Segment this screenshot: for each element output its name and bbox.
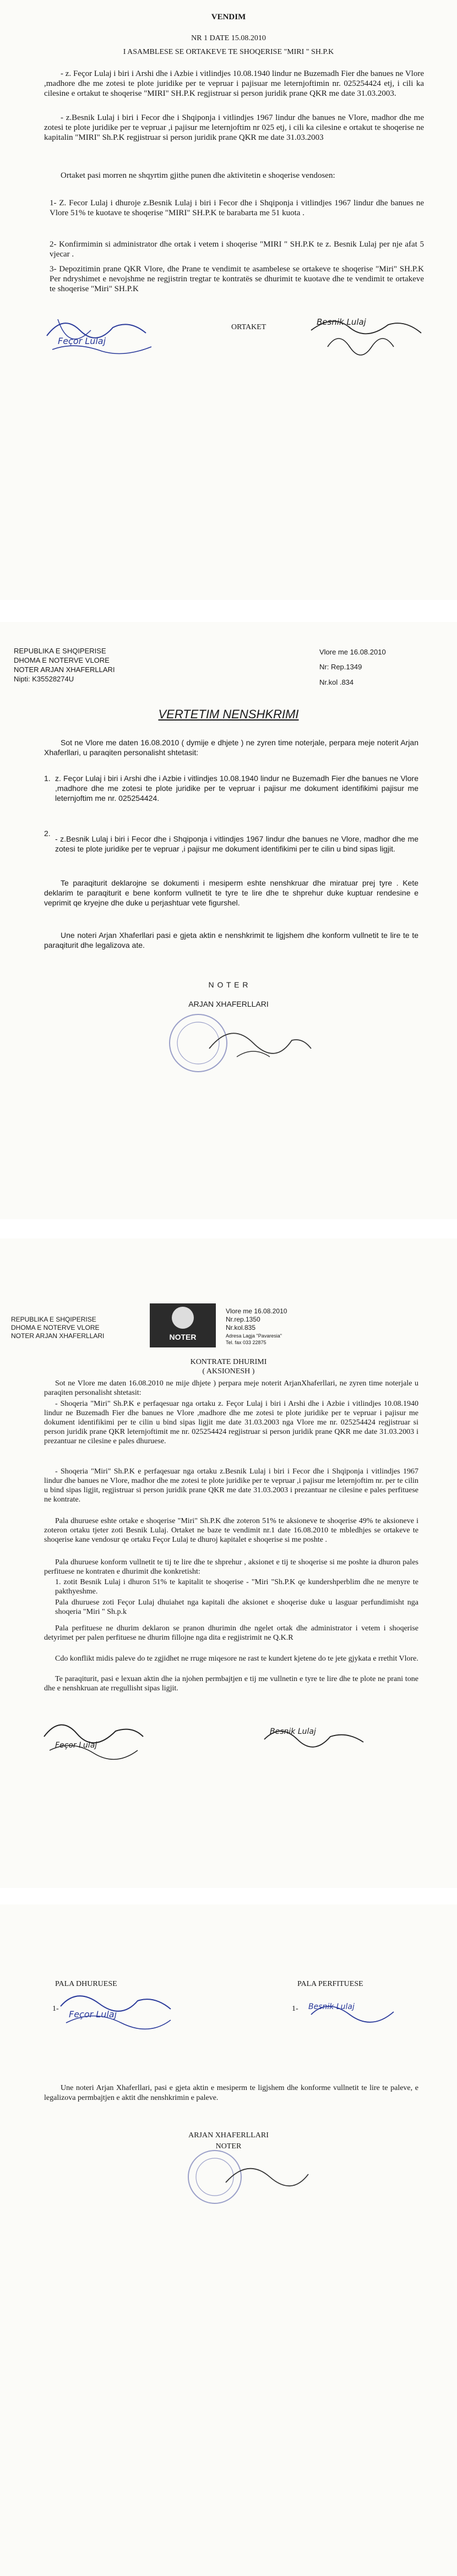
legalization-paragraph: Une noteri Arjan Xhaferllari pasi e gjeta aktin e nenshkrimit te ligjshem dhe konform vullnetit te lire te te paraqiturit dhe legalizova ate. (44, 931, 418, 949)
noter-logo (150, 1303, 216, 1347)
party-1-paragraph: - z. Feçor Lulaj i biri i Arshi dhe i Azbie i vitlindjes 10.08.1940 lindur ne Buzemadh Fier dhe banues ne Vlore ,madhore dhe me zotesi te plote juridike per te vepruar i pajisuar me leternjoftimin nr. 025254424 etj, i cili ka cilesine e ortakut te shoqerise "MIRI" SH.P.K regjistruar si person juridik prane QKR me date 31.03.2003. (44, 69, 424, 98)
party-2-paragraph: - z.Besnik Lulaj i biri i Fecor dhe i Shqiponja i vitlindjes 1967 lindur dhe banues ne Vlore, madhor dhe me zotesi te plote juridike per te vepruar ,i pajisur me leternjoftim nr 025 etj, i cili ka cilesine e ortakut te shoqerise ne kapitalin "MIRI" Sh.P.K regjistruar si person juridik prane QKR me date 31.03.2003 (44, 113, 424, 142)
signature-right (306, 308, 432, 369)
decision-title: I ASAMBLESE SE ORTAKEVE TE SHOQERISE "MIRI " SH.P.K (123, 48, 334, 56)
intro-paragraph: Sot ne Vlore me daten 16.08.2010 ( dymije e dhjete ) ne zyren time noterjale, perpara meje noterit Arjan Xhaferllari, u paraqiten personalisht shtetasit: (44, 738, 418, 757)
decision-item-1: 1- Z. Fecor Lulaj i dhuroje z.Besnik Lulaj i biri i Fecor dhe i Shqiponja i vitlindjes 1967 lindur dhe banues ne Vlore 51% te kuotave te shoqerise "MIRI" SH.P.K te barabarta me 51 kuota . (50, 199, 424, 217)
header-kol: Nr.kol .834 (319, 678, 354, 686)
header-kol: Nr.kol.835 (226, 1324, 256, 1331)
notary-label: NOTER (215, 2142, 242, 2151)
contract-donation: Pala dhuruese konform vullnetit te tij te lire dhe te shprehur , aksionet e tij te shoqerise si me poshte ia dhuron pales perfituese ne kontraten e dhurimit dhe konkretisht: (44, 1558, 418, 1576)
item-2: - z.Besnik Lulaj i biri i Fecor dhe i Shqiponja i vitlindjes 1967 lindur dhe banues ne Vlore, madhor dhe me zotesi te plote juridike per te vepruar ,i pajisur me dokument identifikimi per te cilin u bind sipas ligjit. (55, 834, 418, 853)
notary-name: ARJAN XHAFERLLARI (188, 2131, 269, 2140)
header-republic: REPUBLIKA E SHQIPERISE (11, 1316, 96, 1323)
contract-disputes: Cdo konflikt midis paleve do te zgjidhet ne rruge miqesore ne rast te kundert kjetene do te jete gjykata e rrethit Vlore. (55, 1655, 418, 1663)
page-signatures (0, 1904, 457, 2576)
page-vertetim (0, 622, 457, 1219)
signature-left-text: Feçor Lulaj (55, 1741, 97, 1750)
doc-title: VERTETIM NENSHKRIMI (158, 707, 299, 721)
signature-right-text: Besnik Lulaj (317, 317, 366, 327)
header-phone: Tel. fax 033 22875 (226, 1340, 266, 1345)
signature-left-text: Feçor Lulaj (58, 336, 106, 346)
closing-paragraph: Une noteri Arjan Xhaferllari, pasi e gjeta aktin e mesiperm te ligjshem dhe konforme vullnetit te lire te paleve, e legalizova permbajtjen e aktit dhe nenshkrimin e paleve. (44, 2084, 418, 2102)
signature-right-text: Besnik Lulaj (270, 1727, 316, 1736)
decision-intro: Ortaket pasi morren ne shqyrtim gjithe punen dhe aktivitetin e shoqerise vendosen: (61, 171, 335, 180)
notary-stamp-signature (165, 2147, 319, 2213)
header-chamber: DHOMA E NOTERVE VLORE (14, 656, 110, 664)
header-rep: Nr.rep.1350 (226, 1316, 260, 1323)
contract-title: KONTRATE DHURIMI (190, 1358, 267, 1366)
header-rep: Nr: Rep.1349 (319, 663, 362, 671)
noter-name: ARJAN XHAFERLLARI (188, 1000, 269, 1008)
declaration-paragraph: Te paraqiturit deklarojne se dokumenti i mesiperm eshte nenshkruar dhe miratuar prej tyre . Kete deklarim te paraqiturit e bene konform vullnetit te tyre te lire dhe te shprehur duke kuptuar rendesine e veprimit qe kryejne dhe duke u perjashtuar vete figurshel. (44, 878, 418, 907)
header-notary: NOTER ARJAN XHAFERLLARI (11, 1332, 105, 1340)
item-1: z. Feçor Lulaj i biri i Arshi dhe i Azbie i vitlindjes 10.08.1940 lindur ne Buzemadh Fier dhe banues ne Vlore ,madhore dhe me zotesi te plote juridike per te vepruar i pajisur me dokument identifikimi pajisur me leternjoftim me nr. 025254424. (55, 774, 418, 803)
header-republic: REPUBLIKA E SHQIPERISE (14, 647, 106, 655)
contract-reading: Te paraqiturit, pasi e lexuan aktin dhe ia njohen permbajtjen e tij me vullnetin e tyre te lire dhe te plote ne prani tone dhe e nenshkruan ate rregullisht sipas ligjit. (44, 1675, 418, 1693)
decision-item-2: 2- Konfirmimin si administrator dhe ortak i vetem i shoqerise "MIRI " SH.P.K te z. Besnik Lulaj per nje afat 5 vjecar . (50, 240, 424, 259)
decision-number: NR 1 DATE 15.08.2010 (191, 34, 266, 42)
beneficiary-number: 1- (292, 2005, 298, 2013)
page-vendim (0, 0, 457, 600)
contract-donor: - Shoqeria "Miri" Sh.P.K e perfaqesuar nga ortaku z. Feçor Lulaj i biri i Arshi dhe i Azbie i vitlindjes 10.08.1940 lindur ne Buzemadh Fier dhe banues ne Vlore ,madhore dhe me zotesi te plote juridike per te vepruar i pajisur me dokument identifikimi per te cilin u bind sipas ligjit me date 31.03.2003 nga Vlore me nr. 025254424 regjistruar si person juridik prane QKR leternjoftimit me nr. 025254424 regjistruar si person juridik prane QKR me date 31.03.2003 i prezantuar ne cilesine e pales dhuruese. (44, 1400, 418, 1445)
signature-left (39, 1709, 149, 1764)
decision-item-3: 3- Depozitimin prane QKR Vlore, dhe Prane te vendimit te asambelese se ortakeve te shoqerise "Miri" SH.P.K Per ndryshimet e nevojshme ne regjistrin tregtar te kontratës se dhurimit te kuotave dhe te vendimit te ortakeve te shoqerise "Miri" SH.P.K (50, 265, 424, 293)
beneficiary-label: PALA PERFITUESE (297, 1980, 363, 1988)
contract-subtitle: ( AKSIONESH ) (202, 1367, 255, 1376)
header-date: Vlore me 16.08.2010 (226, 1307, 287, 1315)
contract-beneficiary: - Shoqeria "Miri" Sh.P.K e perfaqesuar nga ortaku z.Besnik Lulaj i biri i Fecor dhe i Shqiponja i vitlindjes 1967 lindur dhe banues ne Vlore, madhor dhe me zotesi te plote juridike per te vepruar ,i pajisur me leternjoftim nr. per te cilin u bind sipas ligjit, regjistruar si person juridik prane QKR me date 31.03.2003 i prezantuar ne cilesine e pales perfituese ne kontrate. (44, 1467, 418, 1504)
donor-number: 1- (52, 2005, 59, 2013)
contract-list-1: 1. zotit Besnik Lulaj i dhuron 51% te kapitalit te shoqerise - "Miri "Sh.P.K qe kundershperblim dhe ne menyre te pakthyeshme. (55, 1578, 418, 1596)
ortaket-label: ORTAKET (231, 323, 266, 331)
logo-text: NOTER (169, 1333, 197, 1341)
contract-ownership: Pala dhuruese eshte ortake e shoqerise "Miri" Sh.P.K dhe zoteron 51% te aksioneve te shoqerise 49% te aksioneve i zoteron ortaku tjeter zoti Besnik Lulaj. Ortaket ne baze te vendimit nr.1 date 16.08.2010 te mbledhjes se ortakeve te shoqerise kane vendosur qe ortaku Feçor Lulaj te dhuroj kapitalet e shoqerise si me poshte . (44, 1517, 418, 1544)
contract-list-2: Pala dhuruese zoti Feçor Lulaj dhuiahet nga kapitali dhe aksionet e shoqerise duke u lasguar perfundimisht nga shoqeria "Miri " Sh.p.k (55, 1598, 418, 1616)
notary-stamp-signature (143, 1010, 319, 1076)
beneficiary-signature-text: Besnik Lulaj (308, 2002, 355, 2011)
signature-right (259, 1717, 369, 1761)
header-date: Vlore me 16.08.2010 (319, 648, 386, 656)
header-notary: NOTER ARJAN XHAFERLLARI (14, 665, 115, 674)
signature-left (41, 303, 168, 363)
header-nipt: Nipti: K35528274U (14, 675, 74, 683)
contract-intro: Sot ne Vlore me daten 16.08.2010 ne mije dhjete ) perpara meje noterit ArjanXhaferllari, ne zyren time noterjale u paraqiten personalisht shtetasit: (44, 1379, 418, 1397)
donor-label: PALA DHURUESE (55, 1980, 117, 1988)
beneficiary-signature (306, 1993, 416, 2037)
doc-heading: VENDIM (211, 13, 246, 21)
emblem-icon (172, 1307, 194, 1329)
contract-acceptance: Pala perfituese ne dhurim deklaron se pranon dhurimin dhe ngelet ortak dhe administrator i vetem i shoqerise detyrimet per palen perfituese ne dhurim fillojne nga dita e regjistrimit ne Q.K.R (44, 1624, 418, 1642)
donor-signature (55, 1982, 176, 2037)
donor-signature-text: Feçor Lulaj (69, 2009, 117, 2020)
noter-label: N O T E R (208, 980, 249, 989)
item-1-number: 1. (44, 774, 51, 783)
page-kontrate (0, 1238, 457, 1888)
item-2-number: 2. (44, 829, 51, 838)
header-chamber: DHOMA E NOTERVE VLORE (11, 1324, 100, 1331)
header-address: Adresa Lagja "Pavaresia" (226, 1333, 282, 1339)
